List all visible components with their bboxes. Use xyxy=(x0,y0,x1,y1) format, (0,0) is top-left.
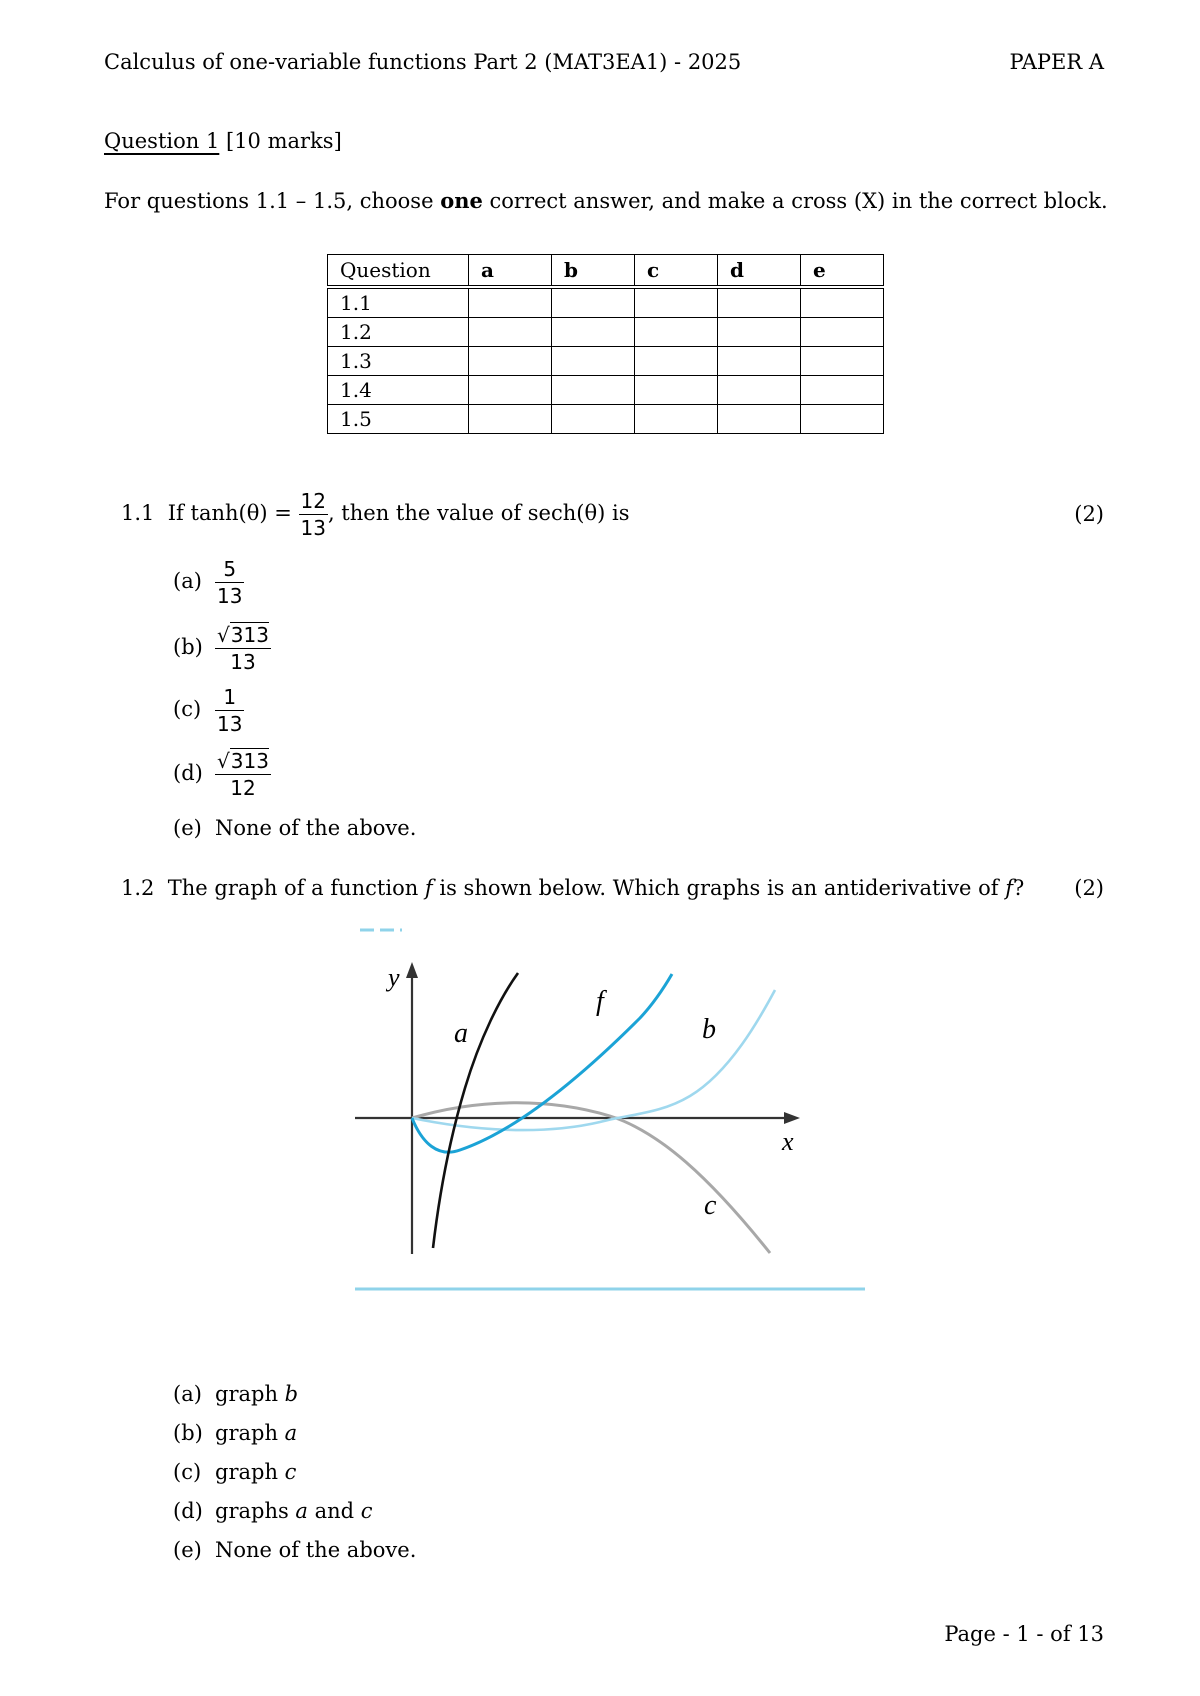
answer-cell[interactable] xyxy=(469,376,552,405)
table-row xyxy=(328,376,884,405)
answer-cell[interactable] xyxy=(718,376,801,405)
q1-2-option-a xyxy=(173,1382,298,1406)
answer-cell[interactable] xyxy=(552,405,635,434)
label-y: y xyxy=(388,963,400,992)
label-c: c xyxy=(704,1190,717,1221)
numerator: √313 xyxy=(217,623,269,647)
label-b: b xyxy=(702,1014,716,1045)
y-axis-arrow xyxy=(406,962,418,978)
header-b: b xyxy=(552,255,635,288)
question-title xyxy=(104,129,342,153)
answer-cell[interactable] xyxy=(718,405,801,434)
row-label: 1.3 xyxy=(328,347,469,376)
answer-cell[interactable] xyxy=(635,347,718,376)
row-label: 1.4 xyxy=(328,376,469,405)
option-fraction xyxy=(215,556,244,609)
q1-1-option-b xyxy=(173,622,271,675)
answer-cell[interactable] xyxy=(801,347,884,376)
option-text: graphs xyxy=(215,1499,296,1523)
header-question: Question xyxy=(328,255,469,288)
answer-cell[interactable] xyxy=(635,318,718,347)
option-text: graph xyxy=(215,1421,285,1445)
q1-1-option-c xyxy=(173,684,244,737)
answer-cell[interactable] xyxy=(469,287,552,318)
denominator: 13 xyxy=(217,712,243,736)
page-number: Page - 1 - of 13 xyxy=(944,1622,1104,1646)
q1-2-stem xyxy=(121,876,1024,900)
header-e: e xyxy=(801,255,884,288)
answer-table xyxy=(327,254,884,434)
given-numerator: 12 xyxy=(300,489,326,513)
q1-1-stem xyxy=(121,488,629,541)
answer-cell[interactable] xyxy=(801,405,884,434)
paper-label: PAPER A xyxy=(1009,50,1104,74)
sqrt-radicand: 313 xyxy=(230,749,269,773)
answer-cell[interactable] xyxy=(635,405,718,434)
q1-2-option-b xyxy=(173,1421,297,1445)
answer-cell[interactable] xyxy=(552,318,635,347)
q1-2-option-c xyxy=(173,1460,296,1484)
row-label: 1.5 xyxy=(328,405,469,434)
numerator: 1 xyxy=(215,684,244,711)
answer-cell[interactable] xyxy=(635,376,718,405)
q1-1-option-d xyxy=(173,748,271,801)
option-var: b xyxy=(284,1382,299,1406)
course-title: Calculus of one-variable functions Part 2 (MAT3EA1) - 2025 xyxy=(104,50,742,74)
function-graph-figure xyxy=(340,918,900,1298)
answer-cell[interactable] xyxy=(469,405,552,434)
answer-cell[interactable] xyxy=(552,347,635,376)
answer-cell[interactable] xyxy=(801,376,884,405)
answer-cell[interactable] xyxy=(718,347,801,376)
option-label: (a) xyxy=(173,569,202,593)
given-denominator: 13 xyxy=(300,516,326,540)
table-row xyxy=(328,405,884,434)
curve-c xyxy=(412,1103,770,1253)
q1-1-text: If tanh(θ) = xyxy=(167,501,299,525)
q1-1-number: 1.1 xyxy=(121,501,155,525)
answer-cell[interactable] xyxy=(469,347,552,376)
q1-1-marks: (2) xyxy=(1074,502,1104,526)
option-label: (a) xyxy=(173,1382,202,1406)
question-marks: [10 marks] xyxy=(226,129,342,153)
option-label: (e) xyxy=(173,816,202,840)
option-text: None of the above. xyxy=(215,816,417,840)
answer-cell[interactable] xyxy=(552,376,635,405)
q1-2-option-e xyxy=(173,1538,416,1562)
option-var-2: c xyxy=(360,1499,373,1523)
q1-2-option-d xyxy=(173,1499,373,1523)
q1-1-option-e xyxy=(173,816,416,840)
q1-2-var: f xyxy=(424,876,433,900)
q1-1-text-end: , then the value of sech(θ) is xyxy=(327,501,630,525)
q1-2-marks: (2) xyxy=(1074,876,1104,900)
option-label: (c) xyxy=(173,1460,202,1484)
answer-cell[interactable] xyxy=(635,287,718,318)
label-f: f xyxy=(596,986,604,1017)
instruction xyxy=(104,188,1108,213)
option-fraction xyxy=(215,684,244,737)
option-text: graph xyxy=(215,1460,285,1484)
answer-cell[interactable] xyxy=(718,318,801,347)
numerator: √313 xyxy=(217,749,269,773)
option-text-mid: and xyxy=(307,1499,361,1523)
option-fraction xyxy=(215,748,271,801)
option-text: None of the above. xyxy=(215,1538,417,1562)
option-var: a xyxy=(284,1421,298,1445)
denominator: 13 xyxy=(230,650,256,674)
numerator: 5 xyxy=(215,556,244,583)
answer-cell[interactable] xyxy=(718,287,801,318)
q1-2-text-end: ? xyxy=(1013,876,1025,900)
denominator: 13 xyxy=(217,584,243,608)
answer-cell[interactable] xyxy=(469,318,552,347)
option-var: a xyxy=(295,1499,308,1523)
q1-2-number: 1.2 xyxy=(121,876,155,900)
curve-b xyxy=(412,990,775,1130)
table-row xyxy=(328,318,884,347)
q1-1-given-fraction xyxy=(299,488,328,541)
option-text: graph xyxy=(215,1382,285,1406)
option-label: (e) xyxy=(173,1538,202,1562)
option-label: (b) xyxy=(173,1421,203,1445)
label-a: a xyxy=(454,1018,468,1049)
option-label: (c) xyxy=(173,697,202,721)
q1-2-text: The graph of a function xyxy=(167,876,425,900)
option-var: c xyxy=(284,1460,297,1484)
header-c: c xyxy=(635,255,718,288)
table-row xyxy=(328,347,884,376)
sqrt-radicand: 313 xyxy=(230,623,269,647)
option-label: (d) xyxy=(173,761,203,785)
q1-1-option-a xyxy=(173,556,244,609)
header-a: a xyxy=(469,255,552,288)
label-x: x xyxy=(782,1127,794,1156)
question-name: Question 1 xyxy=(104,129,220,153)
table-row xyxy=(328,287,884,318)
q1-2-var-end: f xyxy=(1005,876,1014,900)
answer-cell[interactable] xyxy=(552,287,635,318)
row-label: 1.1 xyxy=(328,287,469,318)
row-label: 1.2 xyxy=(328,318,469,347)
instruction-text: For questions 1.1 – 1.5, choose xyxy=(104,189,441,213)
instruction-bold: one xyxy=(440,188,483,213)
instruction-text-end: correct answer, and make a cross (X) in the correct block. xyxy=(482,189,1108,213)
option-label: (d) xyxy=(173,1499,203,1523)
answer-cell[interactable] xyxy=(801,287,884,318)
header-d: d xyxy=(718,255,801,288)
option-fraction xyxy=(215,622,271,675)
answer-table-header xyxy=(328,255,884,288)
q1-2-text-mid: is shown below. Which graphs is an antiderivative of xyxy=(432,876,1006,900)
denominator: 12 xyxy=(230,776,256,800)
x-axis-arrow xyxy=(784,1112,800,1124)
answer-cell[interactable] xyxy=(801,318,884,347)
option-label: (b) xyxy=(173,635,203,659)
